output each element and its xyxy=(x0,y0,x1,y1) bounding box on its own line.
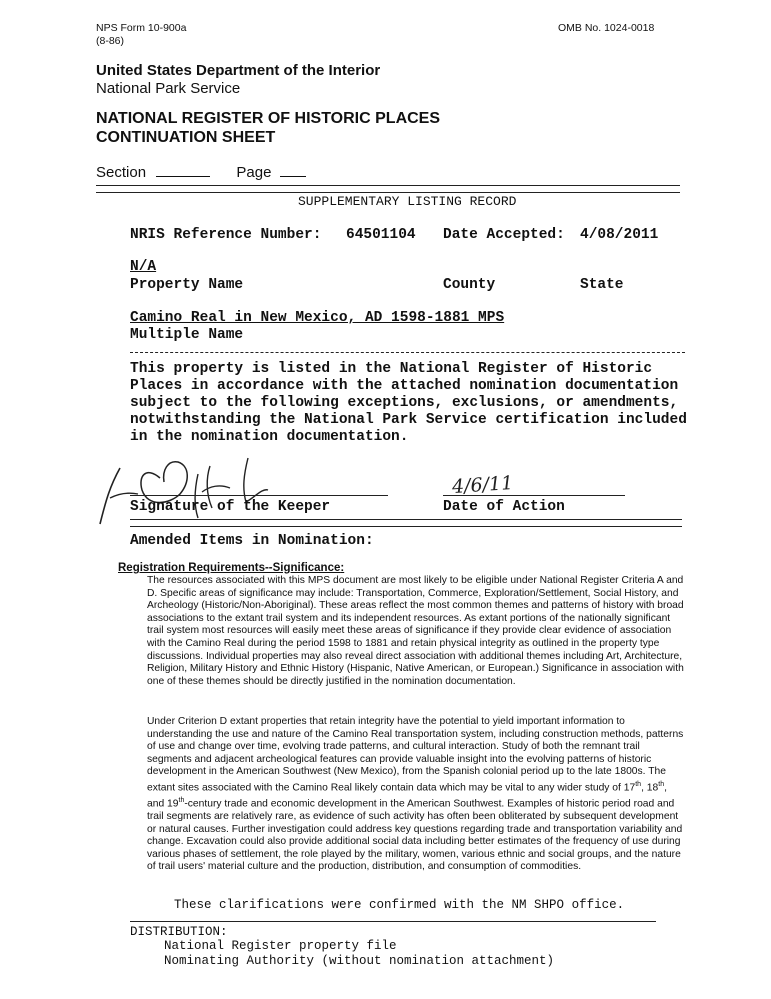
form-number: NPS Form 10-900a (8-86) xyxy=(96,22,187,47)
distribution-rule xyxy=(130,921,656,922)
record-heading: SUPPLEMENTARY LISTING RECORD xyxy=(298,194,517,209)
double-rule-bottom xyxy=(130,519,682,527)
page-blank xyxy=(280,163,306,177)
page-title: NATIONAL REGISTER OF HISTORIC PLACES xyxy=(96,110,441,127)
statement-line: in the nomination documentation. xyxy=(130,429,409,445)
multiple-name-value: Camino Real in New Mexico, AD 1598-1881 MPS xyxy=(130,310,505,326)
multiple-name-label: Multiple Name xyxy=(130,327,244,343)
agency-name: National Park Service xyxy=(96,80,241,97)
section-page-line xyxy=(96,163,306,181)
signature-line xyxy=(130,495,388,496)
nris-label: NRIS Reference Number: xyxy=(130,227,322,243)
amended-items-label: Amended Items in Nomination: xyxy=(130,533,374,549)
county-label: County xyxy=(443,277,496,293)
clarification-note: These clarifications were confirmed with the NM SHPO office. xyxy=(174,898,625,912)
statement-line: This property is listed in the National Register of Historic xyxy=(130,361,653,377)
distribution-item: Nominating Authority (without nomination attachment) xyxy=(164,954,555,968)
dashed-rule xyxy=(130,352,685,353)
property-name-label: Property Name xyxy=(130,277,244,293)
date-accepted-label: Date Accepted: xyxy=(443,227,565,243)
signature-label: Signature of the Keeper xyxy=(130,499,331,515)
section-blank xyxy=(156,163,210,177)
statement-line: subject to the following exceptions, exclusions, or amendments, xyxy=(130,395,679,411)
department-name: United States Department of the Interior xyxy=(96,62,381,79)
statement-line: notwithstanding the National Park Service certification included xyxy=(130,412,687,428)
statement-line: Places in accordance with the attached nomination documentation xyxy=(130,378,679,394)
state-label: State xyxy=(580,277,624,293)
double-rule-top xyxy=(96,185,680,193)
page-subtitle: CONTINUATION SHEET xyxy=(96,129,276,146)
distribution-label: DISTRIBUTION: xyxy=(130,925,228,939)
omb-number: OMB No. 1024-0018 xyxy=(558,22,655,34)
date-accepted-value: 4/08/2011 xyxy=(580,227,659,243)
handwritten-action-date: 4/6/11 xyxy=(451,471,514,499)
significance-paragraph: The resources associated with this MPS document are most likely to be eligible under National Register Criteria A and D. Specific areas of significance may include: Transportation, Commerce, Exploration/Settlement, Social History, and Archeology (Historic/Non-Aboriginal). These areas reflect the most common themes and patterns of history with broad associations to the extant trail system and its independent resources. As extant portions of the nationally significant trail system most resources will easily meet these areas of significance if they provide clear evidence of association with the Camino Real during the period 1598 to 1881 and retain physical integrity as outlined in the property type discussions. Individual properties may also reveal direct association with additional themes including Art, Architecture, Religion, Military History and Ethnic History (Hispanic, Native American, or European.) Significance in association with one of these themes should be directly justified in the nomination documentation. xyxy=(147,575,684,687)
distribution-item: National Register property file xyxy=(164,939,397,953)
criterion-d-paragraph: Under Criterion D extant properties that retain integrity have the potential to yield important information to understanding the use and nature of the Camino Real transportation system, including construction methods, patterns of use and change over time, evolving trade patterns, and cultural interaction. Study of both the remnant trail segments and adjacent archeological features can provide valuable insight into the evolving patterns of historic development in the American Southwest (New Mexico), from the Spanish colonial period up to the late 1800s. The extant sites associated with the Camino Real likely contain data which may be vital to any wider study of 17th, 18th, and 19th-century trade and economic development in the American Southwest. Examples of historic period road and trail segments are relatively rare, as evidence of such activity has often been obliterated by subsequent development or natural causes. Further investigation could address key questions regarding trade and transportation variability and change. Excavation could also provide additional social data including better estimates of the frequency of use during various phases of settlement, the role played by the military, women, various ethnic and social groups, and the nature of trail users' material culture and the production, distribution, and consumption of commodities. xyxy=(147,716,684,873)
date-of-action-label: Date of Action xyxy=(443,499,565,515)
section-label: Section xyxy=(96,164,147,181)
nris-value: 64501104 xyxy=(346,227,416,243)
keeper-signature xyxy=(98,448,298,528)
property-name-value: N/A xyxy=(130,259,157,275)
registration-heading: Registration Requirements--Significance: xyxy=(118,562,345,574)
page-label: Page xyxy=(236,164,272,181)
